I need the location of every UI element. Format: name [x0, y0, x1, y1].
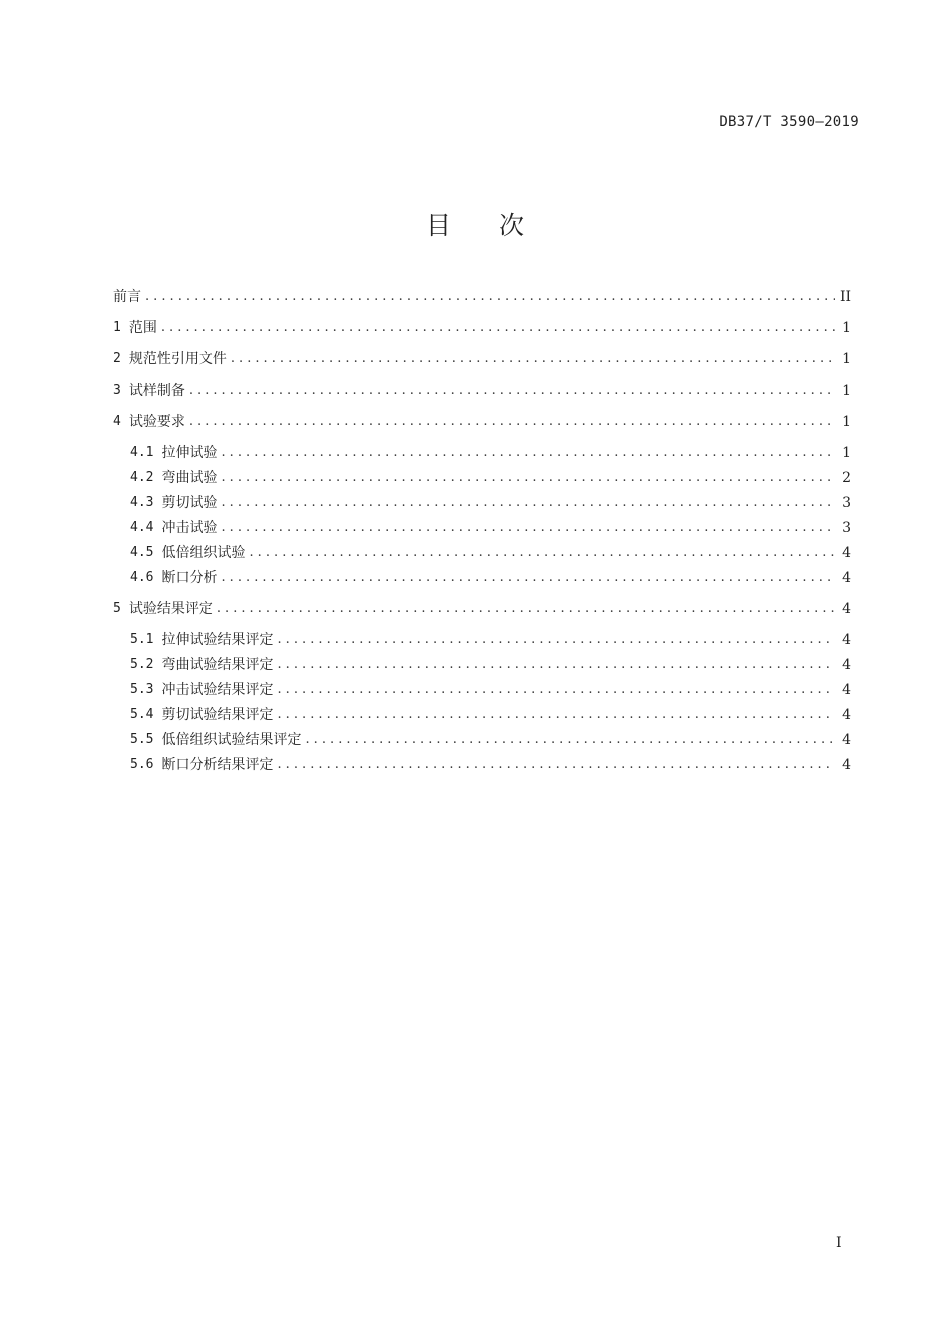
- toc-item-page: 1: [842, 320, 851, 336]
- toc-item-text: 低倍组织试验结果评定: [161, 732, 302, 748]
- toc-item-number: 5.5: [130, 732, 154, 747]
- toc-item-page: 4: [842, 707, 851, 723]
- toc-item-4-3[interactable]: [130, 492, 851, 514]
- page-title: 目次: [425, 211, 572, 240]
- toc-item-page: 1: [842, 414, 851, 430]
- toc-item-page: 4: [842, 545, 851, 561]
- toc-leader-dots: [231, 348, 835, 370]
- toc-item-text: 范围: [128, 320, 157, 336]
- toc-item-page: 4: [842, 657, 851, 673]
- toc-item-5[interactable]: [113, 598, 851, 620]
- toc-item-5-1[interactable]: [130, 629, 851, 651]
- toc-item-text: 低倍组织试验: [161, 545, 246, 561]
- toc-item-page: 3: [842, 520, 851, 536]
- toc-leader-dots: [277, 654, 835, 676]
- toc-item-number: 5.4: [130, 707, 154, 722]
- toc-item-5-6[interactable]: [130, 754, 851, 776]
- toc-leader-dots: [277, 704, 835, 726]
- toc-item-text: 冲击试验结果评定: [161, 682, 274, 698]
- toc-item-page: 3: [842, 495, 851, 511]
- toc-leader-dots: [249, 542, 835, 564]
- toc-item-4-1[interactable]: [130, 442, 851, 464]
- toc-item-number: 5.3: [130, 682, 154, 697]
- toc-item-5-5[interactable]: [130, 729, 851, 751]
- toc-item-text: 断口分析: [161, 570, 218, 586]
- toc-item-number: 2: [113, 351, 121, 366]
- toc-item-number: 3: [113, 383, 121, 398]
- toc-item-number: 4.4: [130, 520, 154, 535]
- toc-item-page: 1: [842, 383, 851, 399]
- toc-item-text: 弯曲试验: [161, 470, 218, 486]
- toc-item-number: 5.6: [130, 757, 154, 772]
- toc-item-2[interactable]: [113, 348, 851, 370]
- toc-item-text: 冲击试验: [161, 520, 218, 536]
- toc-leader-dots: [305, 729, 835, 751]
- toc-item-page: II: [839, 289, 851, 305]
- toc-leader-dots: [145, 286, 835, 308]
- toc-item-4-2[interactable]: [130, 467, 851, 489]
- toc-item-number: 4.5: [130, 545, 154, 560]
- toc-item-text: 剪切试验: [161, 495, 218, 511]
- toc-leader-dots: [189, 380, 835, 402]
- toc-leader-dots: [277, 679, 835, 701]
- toc-item-number: 4: [113, 414, 121, 429]
- toc-item-page: 1: [842, 351, 851, 367]
- toc-leader-dots: [221, 467, 835, 489]
- toc-item-text: 规范性引用文件: [128, 351, 227, 367]
- toc-item-number: 5.1: [130, 632, 154, 647]
- toc-item-4-5[interactable]: [130, 542, 851, 564]
- toc-item-text: 拉伸试验结果评定: [161, 632, 274, 648]
- toc-item-page: 4: [842, 682, 851, 698]
- toc-leader-dots: [189, 411, 835, 433]
- toc-item-number: 5: [113, 601, 121, 616]
- toc-item-number: 1: [113, 320, 121, 335]
- page-number: I: [836, 1235, 842, 1251]
- toc-item-page: 4: [842, 757, 851, 773]
- toc-item-5-2[interactable]: [130, 654, 851, 676]
- toc-item-3[interactable]: [113, 380, 851, 402]
- toc-item-number: 4.6: [130, 570, 154, 585]
- toc-item-page: 2: [842, 470, 851, 486]
- toc-leader-dots: [221, 567, 835, 589]
- toc-item-4[interactable]: [113, 411, 851, 433]
- toc-item-page: 4: [842, 632, 851, 648]
- toc-leader-dots: [217, 598, 835, 620]
- toc-item-text: 拉伸试验: [161, 445, 218, 461]
- toc-item-text: 弯曲试验结果评定: [161, 657, 274, 673]
- toc-item-text: 剪切试验结果评定: [161, 707, 274, 723]
- toc-item-page: 4: [842, 570, 851, 586]
- toc-item-5-3[interactable]: [130, 679, 851, 701]
- toc-item-4-6[interactable]: [130, 567, 851, 589]
- toc-item-page: 4: [842, 601, 851, 617]
- toc-item-number: 4.1: [130, 445, 154, 460]
- toc-item-page: 1: [842, 445, 851, 461]
- toc-leader-dots: [221, 517, 835, 539]
- toc-item-text: 试验要求: [128, 414, 185, 430]
- toc-item-text: 试样制备: [128, 383, 185, 399]
- toc-item-1[interactable]: [113, 317, 851, 339]
- toc-item-foreword[interactable]: [113, 286, 851, 308]
- toc-item-number: 4.2: [130, 470, 154, 485]
- document-number: DB37/T 3590—2019: [719, 114, 859, 130]
- toc-leader-dots: [221, 492, 835, 514]
- toc-item-number: 4.3: [130, 495, 154, 510]
- toc-item-text: 断口分析结果评定: [161, 757, 274, 773]
- toc-item-5-4[interactable]: [130, 704, 851, 726]
- toc-item-4-4[interactable]: [130, 517, 851, 539]
- toc-leader-dots: [277, 754, 835, 776]
- toc-item-text: 试验结果评定: [128, 601, 213, 617]
- toc-item-text: 前言: [113, 289, 141, 305]
- toc-leader-dots: [277, 629, 835, 651]
- toc-item-page: 4: [842, 732, 851, 748]
- toc-leader-dots: [221, 442, 835, 464]
- toc-leader-dots: [161, 317, 835, 339]
- toc-item-number: 5.2: [130, 657, 154, 672]
